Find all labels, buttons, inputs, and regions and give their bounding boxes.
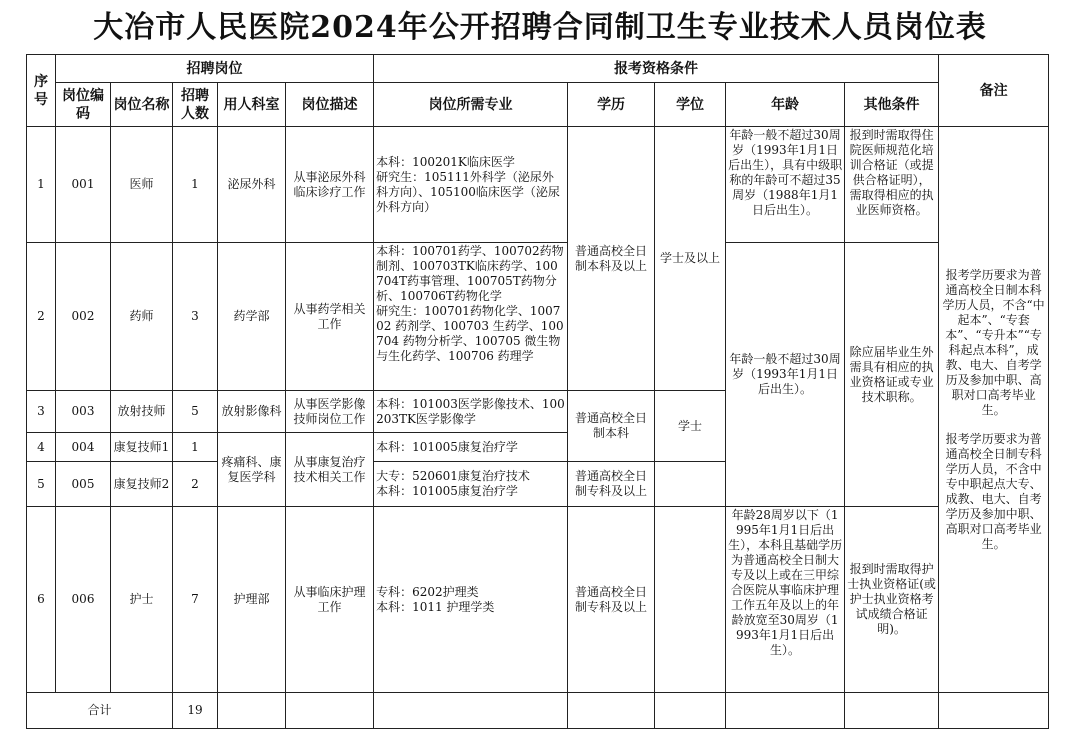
- cell-code: 006: [56, 507, 111, 693]
- cell-code: 005: [56, 462, 111, 507]
- cell-count: 5: [173, 391, 218, 433]
- cell-dept: 药学部: [218, 243, 286, 391]
- cell-name: 医师: [111, 127, 173, 243]
- cell-seq: 3: [27, 391, 56, 433]
- cell-major: 本科：100201K临床医学 研究生：105111外科学（泌尿外科方向）、105100临床医学（泌尿外科方向）: [374, 127, 568, 243]
- cell-dept: 护理部: [218, 507, 286, 693]
- table-row: [27, 243, 1049, 391]
- cell-count: 1: [173, 433, 218, 462]
- cell-other-shared: 除应届毕业生外需具有相应的执业资格证或专业技术职称。: [845, 243, 939, 507]
- cell-education: 普通高校全日制专科及以上: [568, 507, 655, 693]
- cell-degree-empty: [655, 462, 726, 507]
- cell-other: 报到时需取得住院医师规范化培训合格证（或提供合格证明），需取得相应的执业医师资格。: [845, 127, 939, 243]
- table-row: [27, 507, 1049, 693]
- header-education: 学历: [568, 83, 655, 127]
- cell-name: 康复技师2: [111, 462, 173, 507]
- cell-other: 报到时需取得护士执业资格证(或护士执业资格考试成绩合格证明)。: [845, 507, 939, 693]
- header-group-post: 招聘岗位: [56, 55, 374, 83]
- total-empty: [374, 693, 568, 729]
- cell-dept: 放射影像科: [218, 391, 286, 433]
- cell-code: 003: [56, 391, 111, 433]
- total-empty: [845, 693, 939, 729]
- header-remarks: 备注: [939, 55, 1049, 127]
- cell-desc: 从事药学相关工作: [286, 243, 374, 391]
- cell-count: 3: [173, 243, 218, 391]
- cell-name: 放射技师: [111, 391, 173, 433]
- total-row: [27, 693, 1049, 729]
- cell-education: 普通高校全日制本科: [568, 391, 655, 462]
- cell-name: 康复技师1: [111, 433, 173, 462]
- cell-age-shared: 年龄一般不超过30周岁（1993年1月1日后出生）。: [726, 243, 845, 507]
- total-empty: [655, 693, 726, 729]
- remark-college: 报考学历要求为普通高校全日制专科学历人员，不含中专中职起点大专、成教、电大、自考学历及参加中职、高职对口高考毕业生。: [945, 431, 1042, 551]
- header-degree: 学位: [655, 83, 726, 127]
- total-empty: [218, 693, 286, 729]
- total-empty: [568, 693, 655, 729]
- cell-seq: 2: [27, 243, 56, 391]
- total-empty: [726, 693, 845, 729]
- total-empty: [286, 693, 374, 729]
- cell-degree: 学士: [655, 391, 726, 462]
- cell-major: 大专：520601康复治疗技术 本科：101005康复治疗学: [374, 462, 568, 507]
- header-code: 岗位编码: [56, 83, 111, 127]
- cell-seq: 1: [27, 127, 56, 243]
- header-seq: 序号: [27, 55, 56, 127]
- header-dept: 用人科室: [218, 83, 286, 127]
- total-empty: [939, 693, 1049, 729]
- cell-dept: 泌尿外科: [218, 127, 286, 243]
- header-age: 年龄: [726, 83, 845, 127]
- cell-code: 004: [56, 433, 111, 462]
- cell-count: 7: [173, 507, 218, 693]
- cell-age: 年龄28周岁以下（1995年1月1日后出生），本科且基础学历为普通高校全日制大专及以上或在三甲综合医院从事临床护理工作五年及以上的年龄放宽至30周岁（1993年1月1日后出生）。: [726, 507, 845, 693]
- cell-code: 002: [56, 243, 111, 391]
- total-count: 19: [173, 693, 218, 729]
- header-other: 其他条件: [845, 83, 939, 127]
- job-table: [26, 54, 1049, 729]
- header-desc: 岗位描述: [286, 83, 374, 127]
- cell-count: 1: [173, 127, 218, 243]
- cell-major: 本科：101003医学影像技术、100203TK医学影像学: [374, 391, 568, 433]
- cell-degree-empty: [655, 507, 726, 693]
- total-label: 合计: [27, 693, 173, 729]
- cell-education: 普通高校全日制专科及以上: [568, 462, 655, 507]
- header-count: 招聘人数: [173, 83, 218, 127]
- cell-degree-shared: 学士及以上: [655, 127, 726, 391]
- cell-major: 本科：101005康复治疗学: [374, 433, 568, 462]
- cell-remarks: [939, 127, 1049, 693]
- header-group-req: 报考资格条件: [374, 55, 939, 83]
- cell-seq: 5: [27, 462, 56, 507]
- remark-bachelor: 报考学历要求为普通高校全日制本科学历人员，不含“中起本”、“专套本”、“专升本”“专科起点本科”，成教、电大、自考学历及参加中职、高职对口高考毕业生。: [942, 267, 1045, 417]
- cell-desc: 从事泌尿外科临床诊疗工作: [286, 127, 374, 243]
- cell-desc-shared: 从事康复治疗技术相关工作: [286, 433, 374, 507]
- cell-education-shared: 普通高校全日制本科及以上: [568, 127, 655, 391]
- cell-count: 2: [173, 462, 218, 507]
- cell-major: 专科：6202护理类 本科：1011 护理学类: [374, 507, 568, 693]
- header-major: 岗位所需专业: [374, 83, 568, 127]
- cell-dept-shared: 疼痛科、康复医学科: [218, 433, 286, 507]
- cell-age: 年龄一般不超过30周岁（1993年1月1日后出生），具有中级职称的年龄可不超过35周岁（1988年1月1日后出生）。: [726, 127, 845, 243]
- cell-name: 药师: [111, 243, 173, 391]
- cell-seq: 4: [27, 433, 56, 462]
- page-title: 大冶市人民医院2024年公开招聘合同制卫生专业技术人员岗位表: [93, 10, 987, 45]
- cell-major: 本科：100701药学、100702药物制剂、100703TK临床药学、100704T药事管理、100705T药物分析、100706T药物化学 研究生：100701药物化学、100702 药剂学、100703 生药学、100704 药物分析学、100705 微生物与生化药学、100706 药理学: [374, 243, 568, 391]
- cell-seq: 6: [27, 507, 56, 693]
- cell-desc: 从事临床护理工作: [286, 507, 374, 693]
- cell-code: 001: [56, 127, 111, 243]
- cell-desc: 从事医学影像技师岗位工作: [286, 391, 374, 433]
- header-name: 岗位名称: [111, 83, 173, 127]
- table-row: [27, 127, 1049, 243]
- cell-name: 护士: [111, 507, 173, 693]
